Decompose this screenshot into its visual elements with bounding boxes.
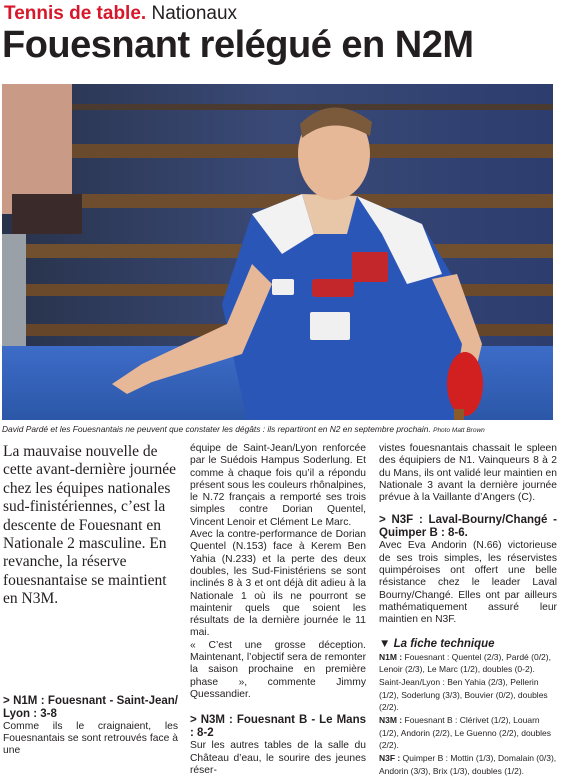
fiche-line-text: Fouesnant : Quentel (2/3), Pardé (0/2), Lenoir (2/3), Le Marc (1/2), doubles (0-2).: [379, 651, 551, 675]
fiche-technique-title: ▼ La fiche technique: [379, 637, 495, 650]
quote-paragraph: « C’est une grosse déception. Maintenant, l’objectif sera de remonter la saison prochaine en première phase », commente Jimmy Quessandier.: [190, 639, 366, 700]
column-spacer: [3, 609, 178, 695]
body-paragraph: Avec la contre-performance de Dorian Quentel (N.153) face à Kerem Ben Yahia (N.233) et la perte des deux doubles, les Sud-Finistériens se sont inclinés 8 à 3 et ont déjà dit adieu à la Nationale 1 où ils ne pourront se maintenir quels que soient les résultats de la dernière journée le 11 mai.: [190, 529, 366, 639]
fiche-line-text: Quimper B : Mottin (1/3), Domalain (0/3), Andorin (3/3), Brix (1/3), doubles (1/2).: [379, 753, 557, 776]
column-3: [379, 443, 557, 778]
section-heading-n3f: > N3F : Laval-Bourny/Changé - Quimper B : 8-6.: [379, 514, 557, 540]
column-spacer: [190, 701, 366, 714]
caption-text: David Pardé et les Fouesnantais ne peuvent que constater les dégâts : ils repartiront en N2 en septembre prochain.: [2, 424, 431, 434]
column-2: [190, 443, 366, 777]
photo-caption: [2, 423, 557, 437]
section-heading-n3m: > N3M : Fouesnant B - Le Mans : 8-2: [190, 714, 366, 740]
column-1: [3, 443, 178, 758]
headline: Fouesnant relégué en N2M: [2, 24, 474, 66]
fiche-line: [379, 651, 557, 676]
lead-paragraph: La mauvaise nouvelle de cette avant-dernière journée chez les équipes nationales sud-finistériennes, c’est la descente de Fouesnant en Nationale 2 masculine. En revanche, la réserve fouesnantaise se maintient en N3M.: [3, 443, 176, 608]
photo-credit: Photo Matt Brown: [433, 427, 485, 434]
fiche-line: [379, 752, 557, 777]
fiche-line-text: Saint-Jean/Lyon : Ben Yahia (2/3), Pellerin (1/2), Soderlung (3/3), Bouvier (0/2), doubles (2/2).: [379, 676, 548, 713]
fiche-line: [379, 676, 557, 714]
kicker-subcategory: Nationaux: [151, 3, 238, 24]
player-photo-illustration: [2, 84, 553, 420]
body-paragraph: Sur les autres tables de la salle du Château d’eau, le sourire des jeunes réser-: [190, 740, 366, 776]
kicker-category: Tennis de table.: [4, 3, 147, 24]
fiche-line-label: N1M :: [379, 651, 403, 662]
section-heading-n1m: > N1M : Fouesnant - Saint-Jean/ Lyon : 3-8: [3, 694, 178, 720]
fiche-line-label: N3M :: [379, 715, 403, 726]
column-spacer: [379, 504, 557, 514]
fiche-line-label: N3F :: [379, 753, 401, 764]
article-photo: [2, 84, 553, 420]
fiche-line-text: Fouesnant B : Clérivet (1/2), Louarn (1/2), Andorin (2/2), Le Guenno (2/2), doubles (2/2).: [379, 715, 551, 751]
body-paragraph: Avec Eva Andorin (N.66) victorieuse de ses trois simples, les réservistes quimpéroises ont offert une belle résistance chez le leader Laval Bourny/Changé. Elles ont par ailleurs mathématiquement assuré leur maintien en N3F.: [379, 540, 557, 626]
fiche-line: [379, 714, 557, 752]
fiche-technique: [379, 651, 557, 778]
body-paragraph: Comme ils le craignaient, les Fouesnantais se sont retrouvés face à une: [3, 720, 178, 757]
body-paragraph: équipe de Saint-Jean/Lyon renforcée par le Suédois Hampus Soderlung. Et comme à chaque fois qu’il a répondu présent sous les couleurs rhônalpines, le N.72 français a remporté ses trois simples contre Dorian Quentel, Vincent Lenoir et Clément Le Marc.: [190, 443, 366, 528]
body-paragraph: vistes fouesnantais chassait le spleen des équipiers de N1. Vainqueurs 8 à 2 du Mans, ils ont validé leur maintien en Nationale 3 avant la dernière journée prévue à la Vaillante d’Angers (C).: [379, 443, 558, 504]
